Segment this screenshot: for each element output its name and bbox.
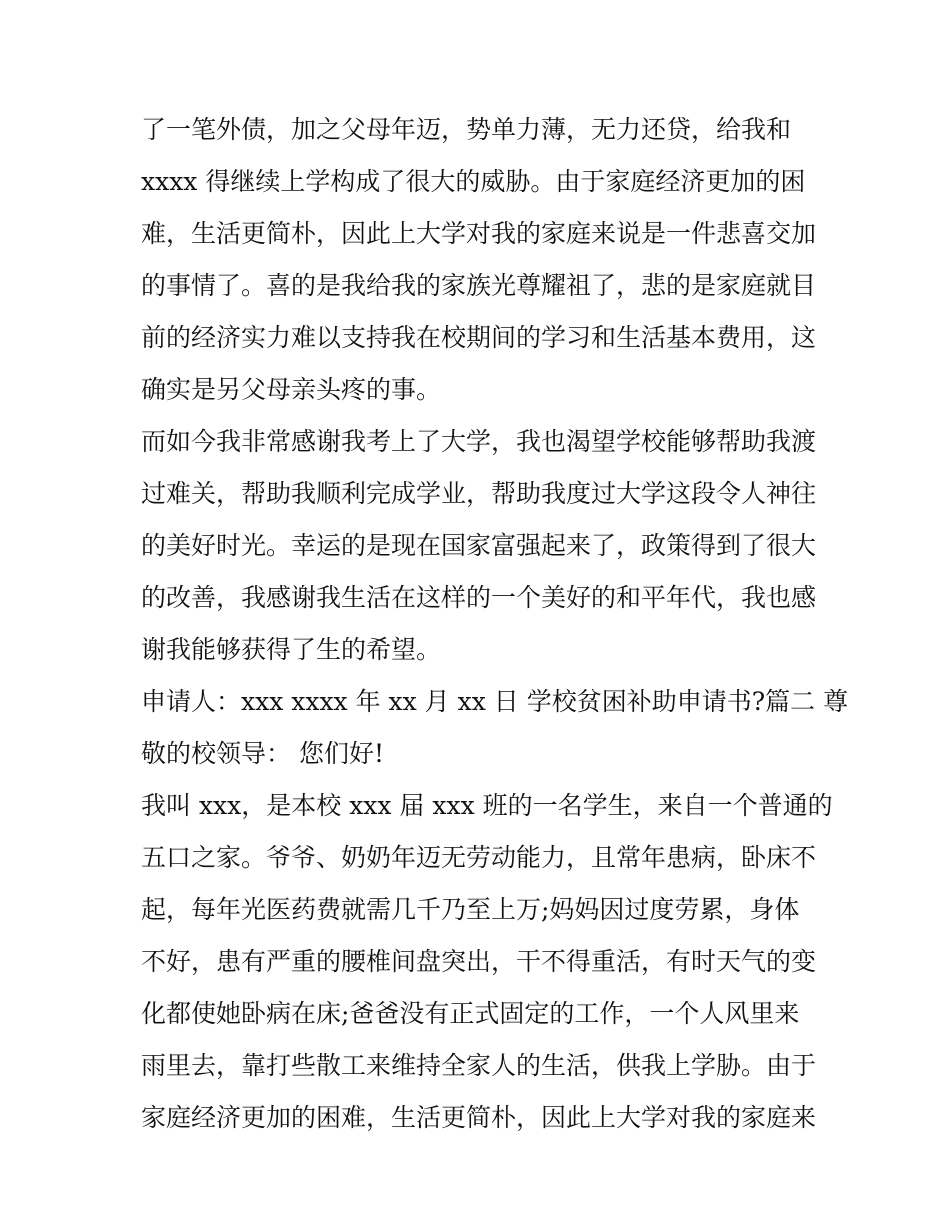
text-line: 雨里去，靠打些散工来维持全家人的生活，供我上学胁。由于 [141, 1051, 817, 1080]
text-line: 不好，患有严重的腰椎间盘突出，干不得重活，有时天气的变 [141, 947, 817, 976]
text-line: 申请人：xxx xxxx 年 xx 月 xx 日 学校贫困补助申请书?篇二 尊 [141, 687, 849, 716]
document-body-text [141, 104, 849, 1144]
text-line: 确实是另父母亲头疼的事。 [141, 375, 442, 404]
text-line: 的事情了。喜的是我给我的家族光尊耀祖了，悲的是家庭就目 [141, 271, 817, 300]
text-line: 家庭经济更加的困难，生活更简朴，因此上大学对我的家庭来 [141, 1103, 817, 1132]
text-line: 化都使她卧病在床;爸爸没有正式固定的工作，一个人风里来 [141, 999, 800, 1028]
text-line: 谢我能够获得了生的希望。 [141, 635, 442, 664]
text-line: 的改善，我感谢我生活在这样的一个美好的和平年代，我也感 [141, 583, 817, 612]
text-line: 过难关，帮助我顺利完成学业，帮助我度过大学这段令人神往 [141, 479, 817, 508]
text-line: 五口之家。爷爷、奶奶年迈无劳动能力，且常年患病，卧床不 [141, 843, 817, 872]
text-line: 了一笔外债，加之父母年迈，势单力薄，无力还贷，给我和 [141, 115, 792, 144]
text-line: 难，生活更简朴，因此上大学对我的家庭来说是一件悲喜交加 [141, 219, 817, 248]
text-line: xxxx 得继续上学构成了很大的威胁。由于家庭经济更加的困 [141, 167, 806, 196]
text-line: 而如今我非常感谢我考上了大学，我也渴望学校能够帮助我渡 [141, 427, 817, 456]
text-line: 的美好时光。幸运的是现在国家富强起来了，政策得到了很大 [141, 531, 817, 560]
text-line: 起，每年光医药费就需几千乃至上万;妈妈因过度劳累，身体 [141, 895, 800, 924]
text-line: 敬的校领导： 您们好! [141, 739, 384, 768]
text-line: 前的经济实力难以支持我在校期间的学习和生活基本费用，这 [141, 323, 817, 352]
text-line: 我叫 xxx，是本校 xxx 届 xxx 班的一名学生，来自一个普通的 [141, 791, 833, 820]
